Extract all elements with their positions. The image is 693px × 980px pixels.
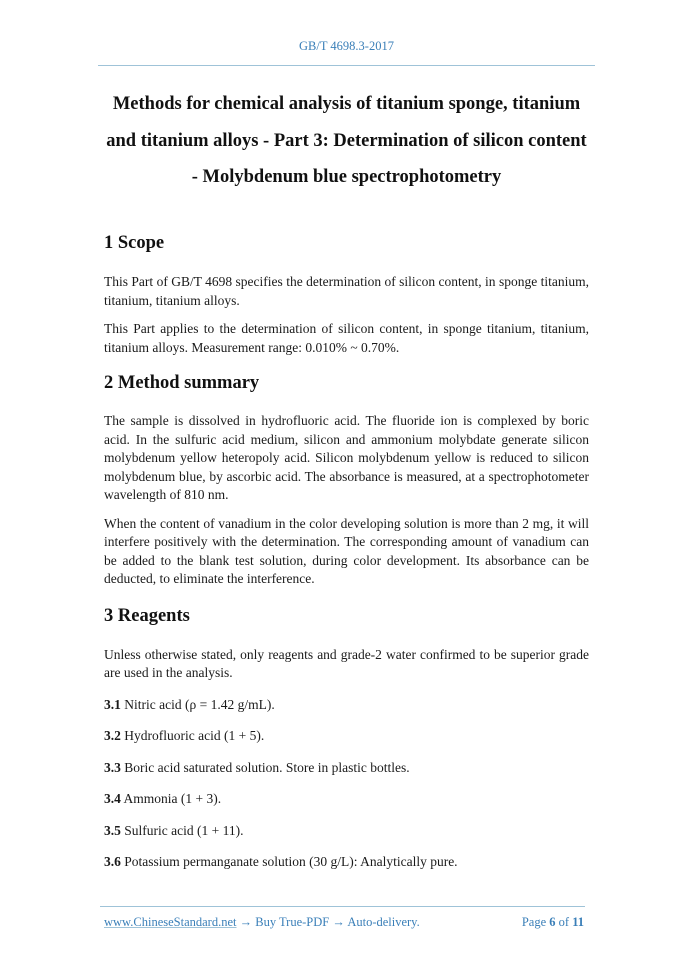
page-number	[522, 915, 584, 930]
buy-pdf-text: Buy True-PDF	[255, 915, 330, 929]
reagent-text: Potassium permanganate solution (30 g/L): Analytically pure.	[124, 854, 458, 869]
title-line-2: and titanium alloys - Part 3: Determination of silicon content	[106, 130, 587, 151]
header-divider	[98, 65, 595, 66]
page-current: 6	[549, 915, 556, 929]
document-title	[90, 86, 603, 196]
scope-paragraph-1: This Part of GB/T 4698 specifies the determination of silicon content, in sponge titanium, titanium, titanium alloys.	[104, 274, 589, 308]
section-heading-scope: 1 Scope	[104, 233, 165, 253]
reagent-text: Boric acid saturated solution. Store in plastic bottles.	[124, 759, 410, 775]
footer-promo	[104, 915, 420, 930]
title-line-3: - Molybdenum blue spectrophotometry	[191, 167, 502, 187]
reagent-number: 3.3	[104, 759, 121, 775]
page-footer	[104, 915, 584, 930]
method-paragraph-2: When the content of vanadium in the color developing solution is more than 2 mg, it will interfere positively with the determination. The corresponding amount of vanadium can be added to the blank test solution, during color development. Its absorbance can be deducted, to eliminate the interference.	[104, 515, 589, 586]
reagent-number: 3.5	[104, 822, 121, 838]
scope-paragraph-2: This Part applies to the determination of silicon content, in sponge titanium, titanium, titanium alloys. Measurement range: 0.010% ~ 0.70%.	[104, 321, 589, 355]
reagent-item	[104, 759, 589, 778]
reagent-item	[104, 727, 589, 746]
auto-delivery-text: Auto-delivery.	[347, 915, 420, 929]
document-body	[104, 231, 589, 872]
reagent-number: 3.4	[104, 791, 121, 806]
reagent-item	[104, 822, 589, 841]
page-of: of	[558, 915, 570, 929]
arrow-right-icon: →	[329, 915, 348, 929]
page-total: 11	[572, 915, 584, 929]
reagent-item	[104, 853, 589, 872]
section-heading-reagents: 3 Reagents	[104, 605, 190, 626]
reagent-number: 3.2	[104, 728, 121, 743]
reagent-text: Ammonia (1 + 3).	[123, 791, 222, 806]
footer-divider	[100, 906, 585, 907]
reagent-item	[104, 790, 589, 809]
section-heading-method-summary: 2 Method summary	[104, 373, 260, 393]
title-line-1: Methods for chemical analysis of titanium sponge, titanium	[112, 94, 581, 114]
reagent-text: Sulfuric acid (1 + 11).	[124, 822, 244, 838]
running-header: GB/T 4698.3-2017	[299, 39, 394, 53]
page-label: Page	[521, 915, 547, 929]
reagent-text: Hydrofluoric acid (1 + 5).	[124, 728, 265, 743]
method-paragraph-1: The sample is dissolved in hydrofluoric acid. The fluoride ion is complexed by boric acid. In the sulfuric acid medium, silicon and ammonium molybdate generate silicon molybdenum yellow heteropoly acid. Silicon molybdenum yellow is reduced to silicon molybdenum blue, by ascorbic acid. The absorbance is measured, at a spectrophotometer wavelength of 810 nm.	[104, 413, 589, 502]
website-link[interactable]: www.ChineseStandard.net	[104, 915, 237, 929]
arrow-right-icon: →	[236, 915, 256, 929]
reagent-number: 3.1	[104, 696, 121, 712]
reagents-intro-paragraph: Unless otherwise stated, only reagents and grade-2 water confirmed to be superior grade are used in the analysis.	[104, 646, 589, 680]
reagent-text: Nitric acid (ρ = 1.42 g/mL).	[124, 696, 275, 712]
reagent-item	[104, 696, 589, 715]
reagent-number: 3.6	[104, 854, 121, 869]
